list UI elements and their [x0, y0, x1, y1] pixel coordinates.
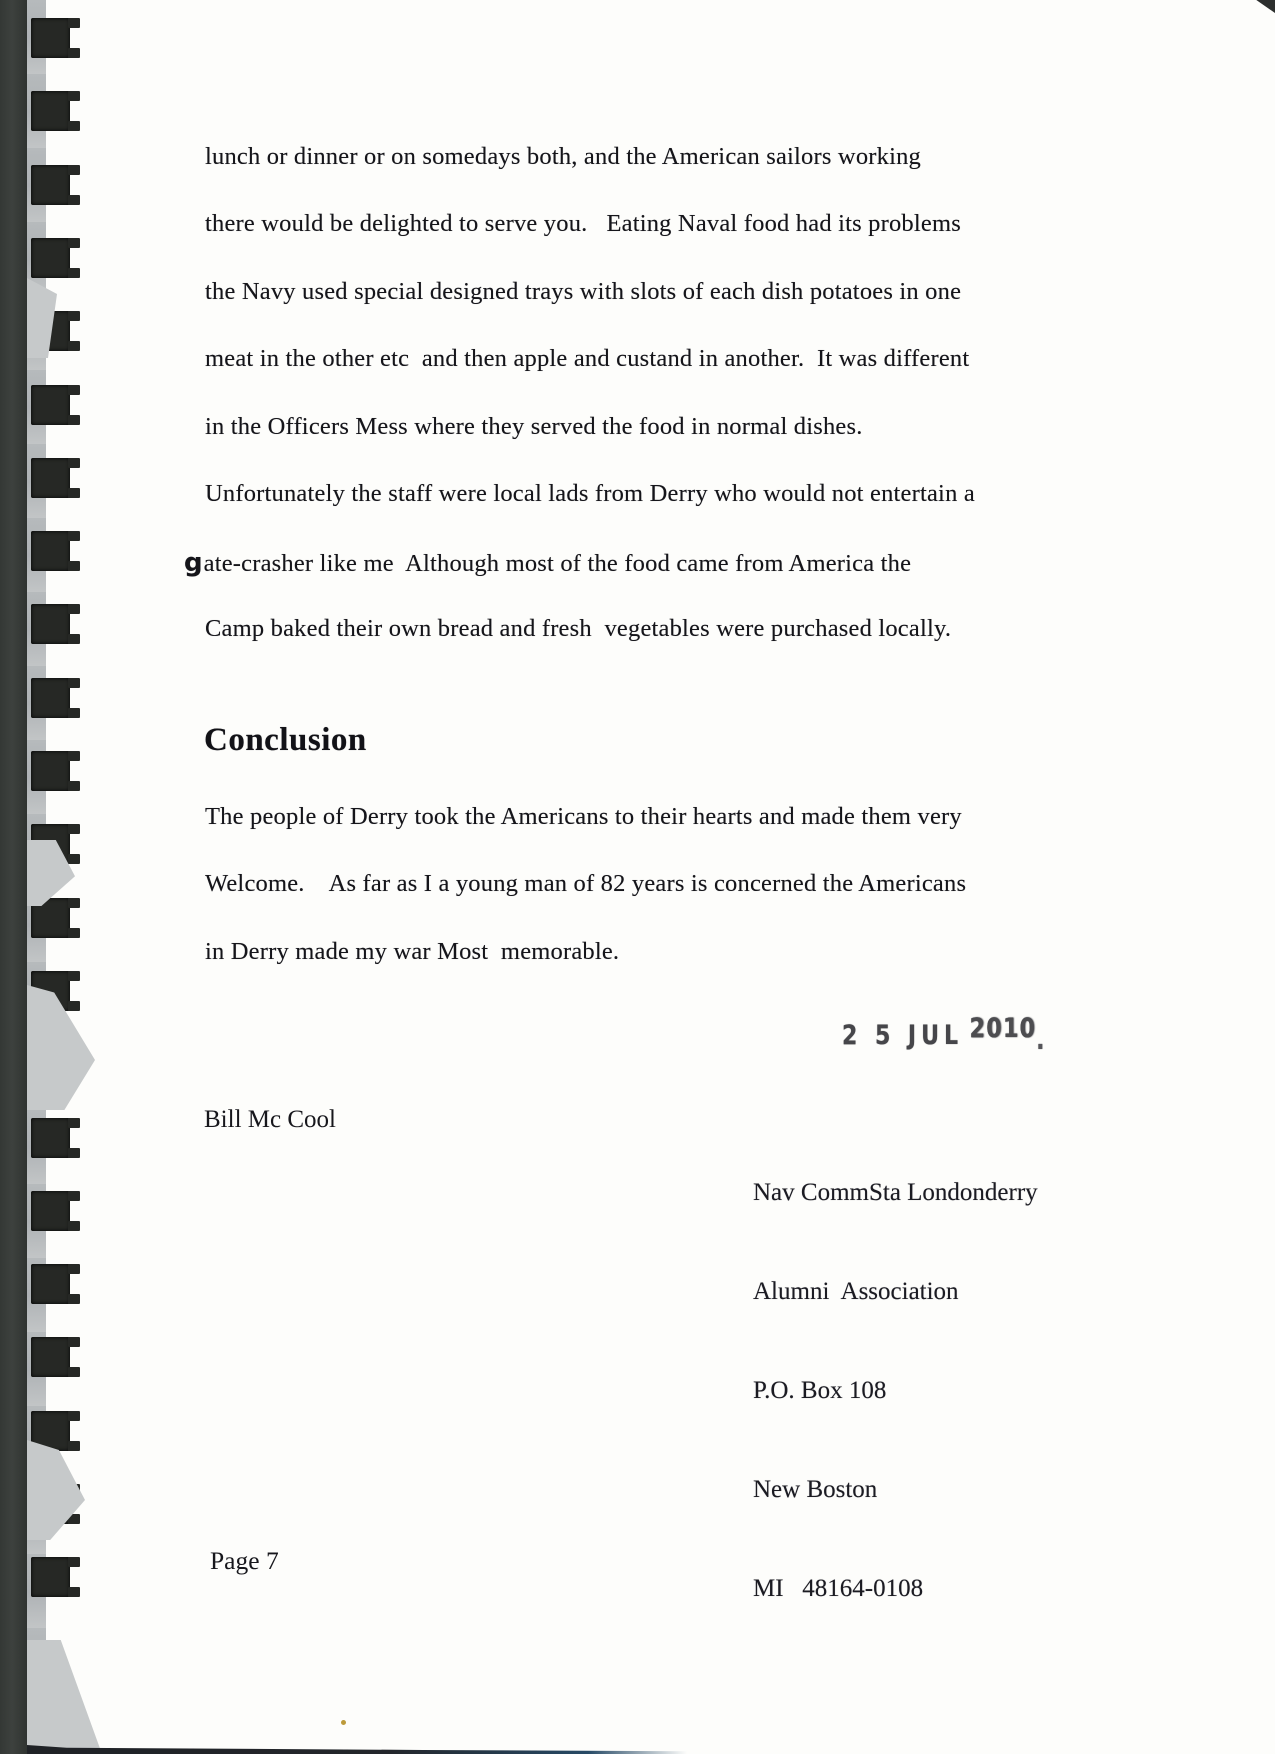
binding-tooth	[31, 238, 70, 278]
author-signature: Bill Mc Cool	[204, 1106, 336, 1133]
binding-tooth	[31, 91, 70, 131]
address-block	[753, 1110, 1038, 1671]
section-heading: Conclusion	[204, 722, 367, 758]
binding-tooth	[31, 1264, 70, 1304]
address-line: MI 48164-0108	[753, 1575, 924, 1602]
address-line: New Boston	[753, 1476, 878, 1503]
page-edge-shadow	[27, 1640, 102, 1754]
body-line: in Derry made my war Most memorable.	[205, 938, 620, 965]
scanner-edge-strip	[0, 0, 27, 1754]
page-edge-shadow	[27, 985, 95, 1110]
date-stamp	[842, 1013, 1045, 1056]
scan-bottom-edge	[27, 1745, 687, 1754]
binding-tooth	[31, 1118, 70, 1158]
scan-corner-artifact	[1253, 0, 1275, 13]
binding-tooth	[31, 1191, 70, 1231]
binding-tooth	[31, 165, 70, 205]
address-line: P.O. Box 108	[753, 1377, 887, 1404]
binding-tooth	[31, 18, 70, 58]
binding-tooth	[31, 604, 70, 644]
stamp-year: 2010	[969, 1013, 1037, 1044]
page-edge-shadow	[27, 1440, 85, 1540]
handwritten-g: g	[184, 548, 203, 578]
binding-tooth	[31, 385, 70, 425]
dust-speck	[341, 1720, 346, 1725]
body-line: Unfortunately the staff were local lads from Derry who would not entertain a	[205, 480, 975, 507]
binding-tooth	[31, 751, 70, 791]
binding-tooth	[31, 1557, 70, 1597]
body-line: The people of Derry took the Americans to their hearts and made them very	[205, 803, 962, 830]
binding-tooth	[31, 458, 70, 498]
address-line: Nav CommSta Londonderry	[753, 1179, 1038, 1206]
binding-tooth	[31, 1337, 70, 1377]
page-number: Page 7	[210, 1546, 279, 1575]
body-line: the Navy used special designed trays with slots of each dish potatoes in one	[205, 278, 962, 305]
body-line: lunch or dinner or on somedays both, and the American sailors working	[205, 143, 921, 170]
binding-tooth	[31, 678, 70, 718]
body-line: Welcome. As far as I a young man of 82 years is concerned the Americans	[205, 870, 967, 897]
stamp-date: 2 5 JUL	[842, 1020, 964, 1051]
body-line: meat in the other etc and then apple and custand in another. It was different	[205, 345, 970, 372]
body-line	[184, 548, 911, 578]
body-line-text: ate-crasher like me Although most of the food came from America the	[203, 550, 912, 577]
body-line: there would be delighted to serve you. Eating Naval food had its problems	[205, 210, 961, 237]
body-line: Camp baked their own bread and fresh vegetables were purchased locally.	[205, 615, 952, 642]
stamp-period: .	[1036, 1025, 1045, 1056]
address-line: Alumni Association	[753, 1278, 959, 1305]
binding-tooth	[31, 531, 70, 571]
body-line: in the Officers Mess where they served the food in normal dishes.	[205, 413, 863, 440]
